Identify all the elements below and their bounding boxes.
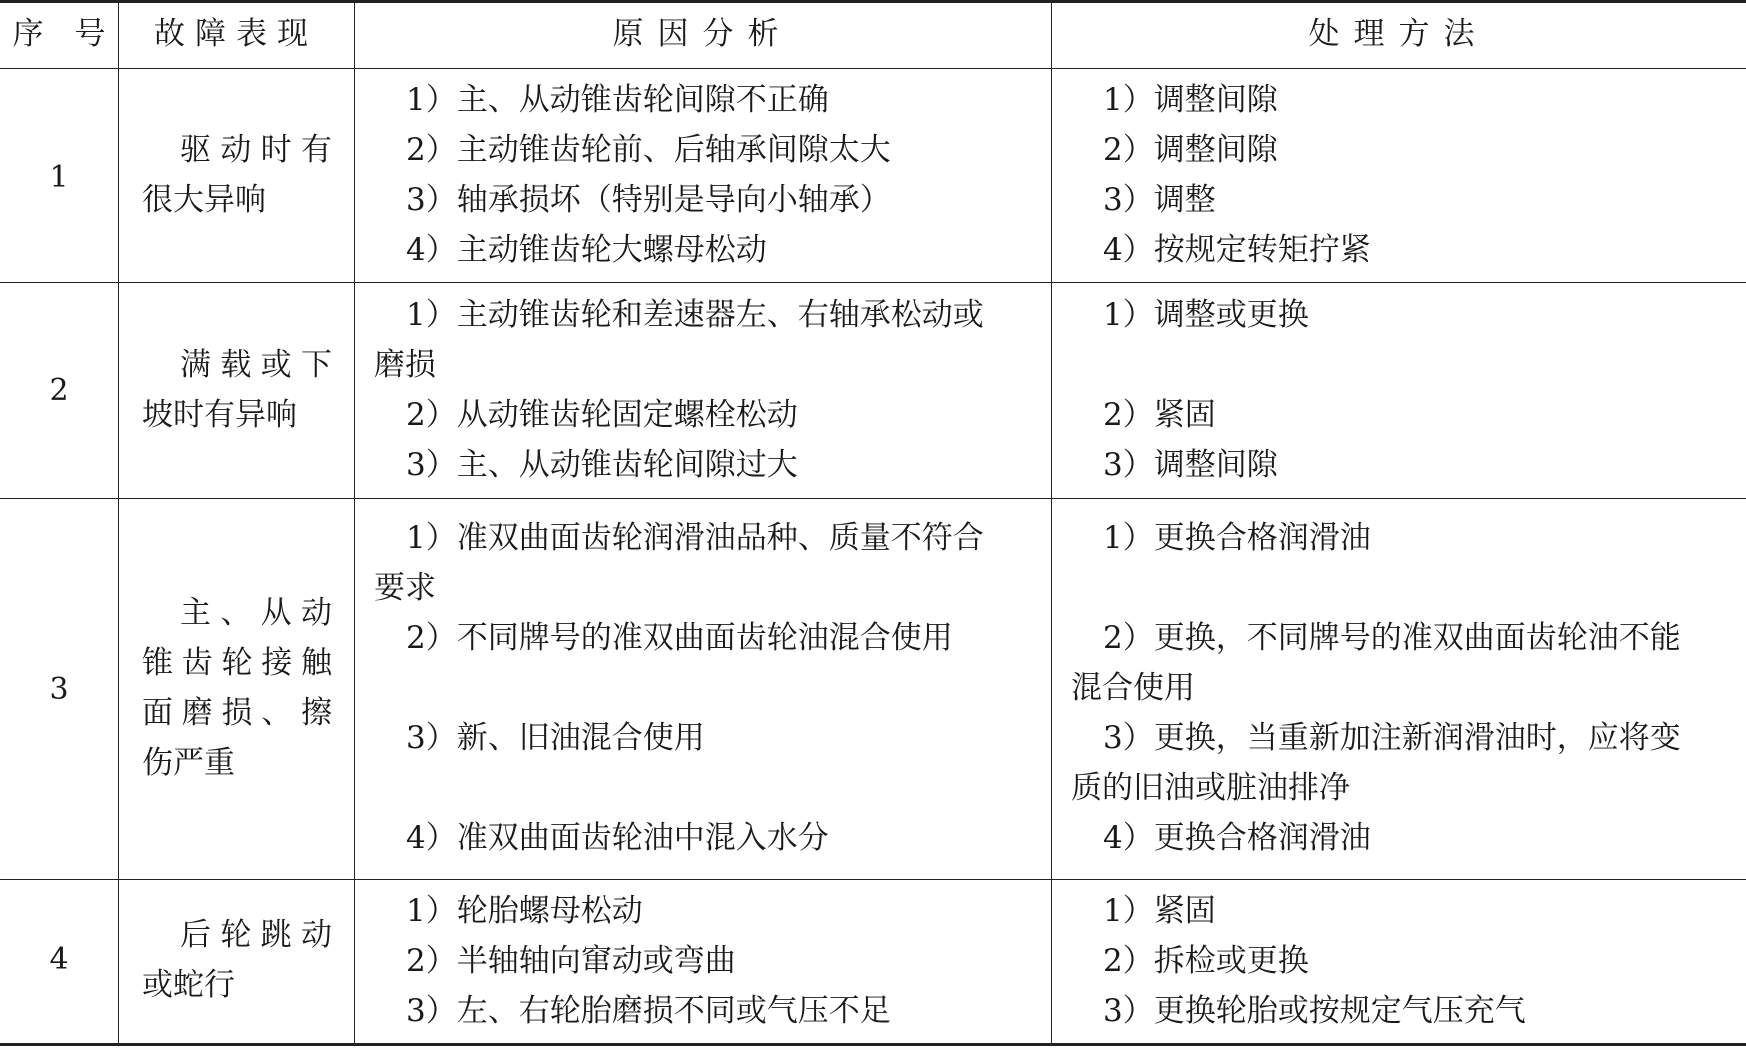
remedy-line: 质的旧油或脏油排净 (1071, 770, 1350, 806)
symptom-line: 后轮跳动 (180, 917, 332, 953)
cause-line: 2）从动锥齿轮固定螺栓松动 (406, 397, 798, 433)
remedy-line: 1）调整或更换 (1103, 297, 1309, 333)
cause-line: 磨损 (374, 347, 436, 383)
col-rule-3 (1051, 0, 1052, 1046)
remedy-line: 1）调整间隙 (1103, 82, 1278, 118)
cause-line: 2）主动锥齿轮前、后轴承间隙太大 (406, 132, 891, 168)
cause-line (374, 663, 984, 713)
cause-line: 4）主动锥齿轮大螺母松动 (406, 232, 767, 268)
cause-line: 4）准双曲面齿轮油中混入水分 (406, 820, 829, 856)
cause-line: 1）主动锥齿轮和差速器左、右轴承松动或 (406, 297, 984, 333)
table-bottom-rule (0, 1043, 1746, 1046)
cause-line: 3）新、旧油混合使用 (406, 720, 705, 756)
cause-line: 要求 (374, 570, 436, 606)
symptom-cell (142, 125, 332, 225)
remedy-line: 1）紧固 (1103, 893, 1216, 929)
header-remedy: 处理方法 (1308, 16, 1489, 52)
cause-line: 1）轮胎螺母松动 (406, 893, 643, 929)
symptom-line: 主、从动 (180, 595, 332, 631)
col-rule-1 (118, 0, 119, 1046)
remedy-line: 混合使用 (1071, 670, 1195, 706)
cause-line: 2）半轴轴向窜动或弯曲 (406, 943, 736, 979)
row-number: 4 (49, 942, 69, 977)
header-seq: 序 号 (12, 16, 106, 52)
cause-cell (374, 513, 984, 863)
remedy-line: 3）调整 (1103, 182, 1216, 218)
remedy-line: 2）紧固 (1103, 397, 1216, 433)
symptom-line: 满载或下 (180, 347, 332, 383)
remedy-line: 2）更换，不同牌号的准双曲面齿轮油不能 (1103, 620, 1681, 656)
header-cause: 原因分析 (612, 16, 793, 52)
row-rule-2 (0, 498, 1746, 499)
cause-line: 3）左、右轮胎磨损不同或气压不足 (406, 993, 891, 1029)
row-number: 2 (49, 373, 69, 408)
cause-line: 2）不同牌号的准双曲面齿轮油混合使用 (406, 620, 953, 656)
row-number: 3 (49, 672, 69, 707)
row-rule-3 (0, 879, 1746, 880)
row-number: 1 (49, 160, 69, 195)
cause-line: 3）轴承损坏（特别是导向小轴承） (406, 182, 891, 218)
remedy-line: 3）调整间隙 (1103, 447, 1278, 483)
symptom-line: 面磨损、擦 (142, 695, 332, 731)
symptom-line: 伤严重 (142, 745, 235, 781)
header-rule (0, 68, 1746, 69)
remedy-line: 1）更换合格润滑油 (1103, 520, 1371, 556)
remedy-cell (1071, 290, 1309, 490)
symptom-line: 坡时有异响 (142, 397, 297, 433)
remedy-line (1071, 563, 1681, 613)
cause-cell (374, 886, 891, 1036)
remedy-line: 3）更换轮胎或按规定气压充气 (1103, 993, 1526, 1029)
symptom-line: 很大异响 (142, 182, 266, 218)
remedy-line: 3）更换，当重新加注新润滑油时，应将变 (1103, 720, 1681, 756)
cause-cell (374, 75, 891, 275)
remedy-cell (1071, 886, 1526, 1036)
header-symptom: 故障表现 (154, 16, 318, 52)
remedy-line: 4）更换合格润滑油 (1103, 820, 1371, 856)
cause-line: 1）主、从动锥齿轮间隙不正确 (406, 82, 829, 118)
remedy-line: 4）按规定转矩拧紧 (1103, 232, 1371, 268)
symptom-line: 驱动时有 (180, 132, 332, 168)
symptom-cell (142, 340, 332, 440)
symptom-line: 锥齿轮接触 (142, 645, 332, 681)
cause-line: 3）主、从动锥齿轮间隙过大 (406, 447, 798, 483)
row-rule-1 (0, 282, 1746, 283)
remedy-cell (1071, 513, 1681, 863)
remedy-line: 2）调整间隙 (1103, 132, 1278, 168)
cause-line (374, 763, 984, 813)
col-rule-2 (354, 0, 355, 1046)
cause-line: 1）准双曲面齿轮润滑油品种、质量不符合 (406, 520, 984, 556)
cause-cell (374, 290, 984, 490)
symptom-cell (142, 588, 332, 788)
remedy-cell (1071, 75, 1371, 275)
symptom-cell (142, 910, 332, 1010)
remedy-line (1071, 340, 1309, 390)
symptom-line: 或蛇行 (142, 967, 235, 1003)
remedy-line: 2）拆检或更换 (1103, 943, 1309, 979)
